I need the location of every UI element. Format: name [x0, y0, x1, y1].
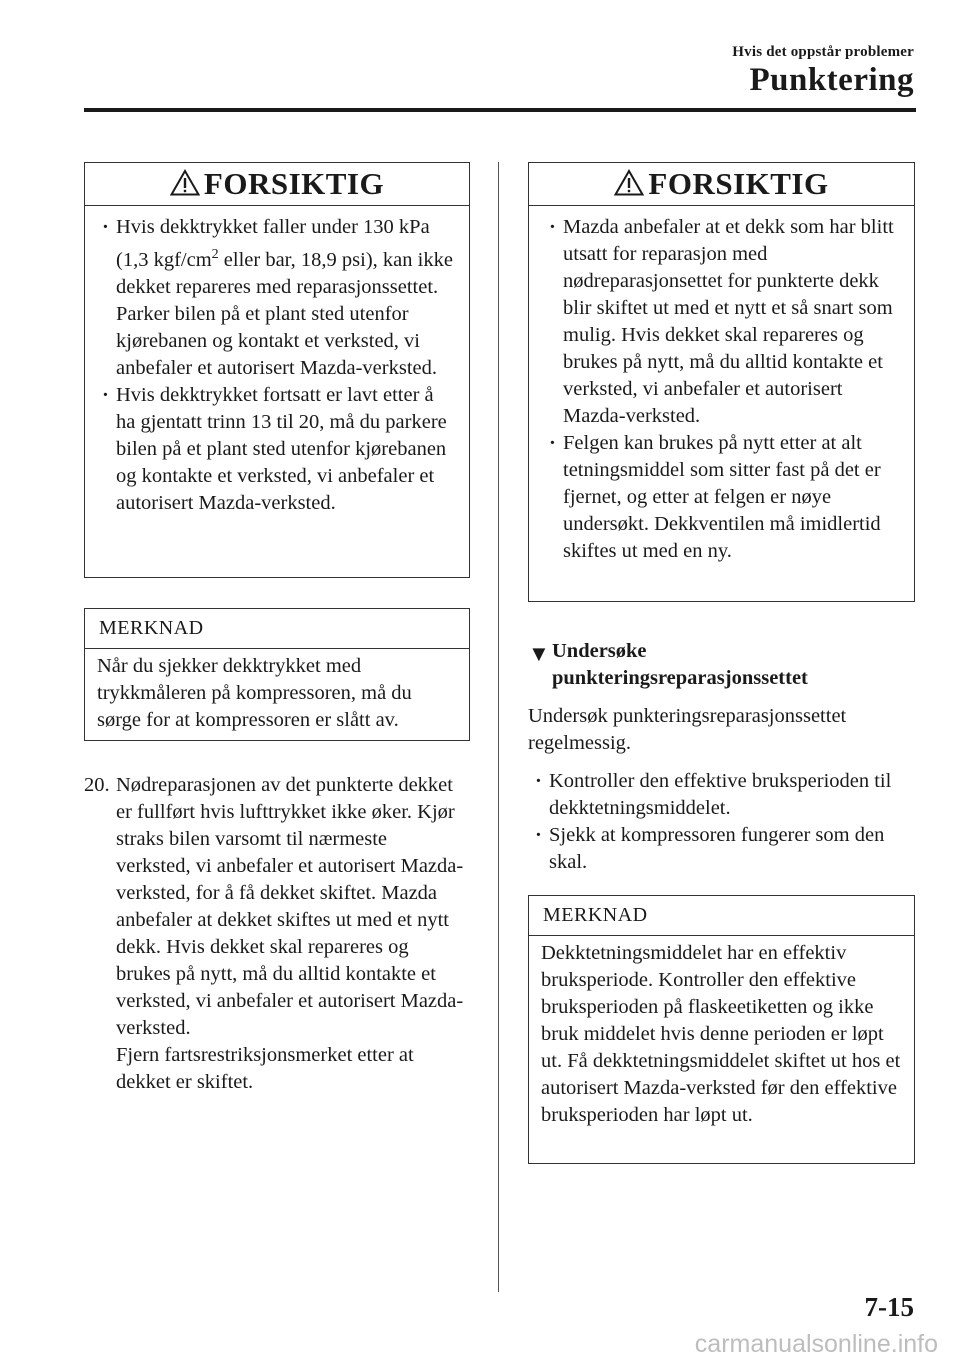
- list-item: · Hvis dekktrykket fortsatt er lavt etter å ha gjentatt trinn 13 til 20, må du parkere bilen på et plant sted utenfor kjørebanen og kontakte et verksted, vi anbefaler et autorisert Mazda-verksted.: [102, 383, 447, 514]
- caution-list: [529, 206, 914, 565]
- caution-title: FORSIKTIG: [648, 166, 829, 201]
- right-note-box: [528, 895, 915, 1164]
- warning-triangle-icon: [170, 169, 200, 196]
- caution-list: [85, 206, 469, 517]
- list-item: · Hvis dekktrykket faller under 130 kPa (1,3 kgf/$cm^2$ eller bar, 18,9 psi), kan ikke dekket repareres med reparasjonssettet. Parker bilen på et plant sted utenfor kjørebanen og kontakt et verksted, vi anbefaler et autorisert Mazda-verksted.: [102, 216, 453, 379]
- caution-title: FORSIKTIG: [203, 166, 385, 201]
- section-list: [535, 768, 915, 876]
- caution-header: [529, 163, 914, 206]
- right-caution-box: [528, 162, 915, 602]
- list-item: · Mazda anbefaler at et dekk som har blitt utsatt for reparasjon med nødreparasjonsettet for punkterte dekk blir skiftet ut med et nytt et så snart som mulig. Hvis dekket skal repareres og brukes på nytt, må du alltid kontakte et verksted, vi anbefaler et autorisert Mazda-verksted.: [549, 216, 894, 427]
- list-item: · Felgen kan brukes på nytt etter at alt tetningsmiddel som sitter fast på det er fjernet, og etter at felgen er nøye undersøkt. Dekkventilen må imidlertid skiftes ut med en ny.: [549, 432, 881, 562]
- section-title-line1: Undersøke: [552, 640, 647, 662]
- column-divider: [498, 162, 499, 1292]
- note-text: Dekktetningsmiddelet har en effektiv bruksperiode. Kontroller den effektive bruksperioden på flaskeetiketten og ikke bruk middelet hvis denne perioden er løpt ut. Få dekktetningsmiddelet skiftet ut hos et autorisert Mazda-verksted før den effektive bruksperioden har løpt ut.: [541, 942, 901, 1126]
- page-number: 7-15: [864, 1292, 914, 1322]
- warning-triangle-icon: [614, 169, 644, 196]
- section-title-line2: punkteringsreparasjonssettet: [552, 667, 808, 689]
- caution-header: [85, 163, 469, 206]
- page-title: Punktering: [749, 62, 914, 98]
- list-item: · Kontroller den effektive bruksperioden til dekktetningsmiddelet.: [535, 770, 892, 819]
- step-text-2: Fjern fartsrestriksjonsmerket etter at dekket er skiftet.: [116, 1044, 414, 1093]
- chapter-subtitle: Hvis det oppstår problemer: [732, 44, 914, 60]
- watermark: carmanualsonline.info: [694, 1330, 938, 1358]
- triangle-down-icon: ▼: [528, 641, 550, 666]
- section-heading: [528, 638, 915, 692]
- note-header: MERKNAD: [85, 609, 469, 649]
- note-header: MERKNAD: [529, 896, 914, 936]
- header-rule: [84, 108, 916, 112]
- section-intro: Undersøk punkteringsreparasjonssettet regelmessig.: [528, 705, 847, 754]
- step-number: 20.: [84, 774, 110, 796]
- list-item: · Sjekk at kompressoren fungerer som den skal.: [535, 824, 885, 873]
- note-text: Når du sjekker dekktrykket med trykkmåleren på kompressoren, må du sørge for at kompressoren er slått av.: [97, 655, 412, 731]
- step-20: [84, 772, 464, 1096]
- step-text: Nødreparasjonen av det punkterte dekket er fullført hvis lufttrykket ikke øker. Kjør straks bilen varsomt til nærmeste verksted, vi anbefaler et autorisert Mazda-verksted, for å få dekket skiftet. Mazda anbefaler at dekket skiftes ut med et nytt dekk. Hvis dekket skal repareres og brukes på nytt, må du alltid kontakte et verksted, vi anbefaler et autorisert Mazda-verksted.: [116, 774, 464, 1039]
- left-caution-box: [84, 162, 470, 578]
- left-note-box: [84, 608, 470, 741]
